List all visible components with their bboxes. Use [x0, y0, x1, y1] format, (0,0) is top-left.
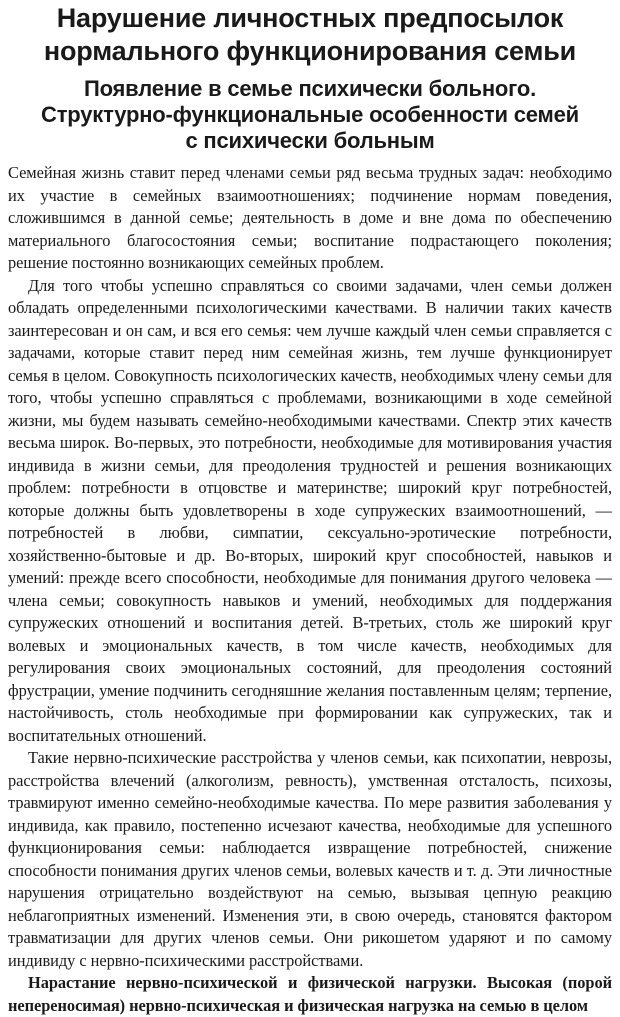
paragraph-1: Семейная жизнь ставит перед членами семьи ряд весьма трудных задач: необходимо их участие в семейных взаимоотношениях; подчинение нормам поведения, сложившимся в данной семье; деятельность в доме и вне дома по обеспечению материального благосостояния семьи; воспитание подрастающего поколения; решение постоянно возникающих семейных проблем.: [8, 163, 612, 272]
section-title-line-3: с психически больным: [185, 128, 435, 153]
paragraph-4-bold-text: Нарастание нервно-психической и физической нагрузки. Высокая (порой непереносимая) нервно-психическая и физическая нагрузка на семью в целом: [8, 973, 612, 1015]
section-title-line-2: Структурно-функциональные особенности семей: [41, 102, 579, 127]
paragraph-2: Для того чтобы успешно справляться со своими задачами, член семьи должен обладать определенными психологическими качествами. В наличии таких качеств заинтересован и он сам, и вся его семья: чем лучше каждый член семьи справляется с задачами, которые ставит перед ним семейная жизнь, тем лучше функционирует семья в целом. Совокупность психологических качеств, необходимых члену семьи для того, чтобы успешно справляться с проблемами, возникающими в ходе семейной жизни, мы будем называть семейно-необходимыми качествами. Спектр этих качеств весьма широк. Во-первых, это потребности, необходимые для мотивирования участия индивида в жизни семьи, для преодоления трудностей и решения возникающих проблем: потребности в отцовстве и материнстве; широкий круг потребностей, которые должны быть удовлетворены в ходе супружеских взаимоотношений, — потребностей в любви, симпатии, сексуально-эротические потребности, хозяйственно-бытовые и др. Во-вторых, широкий круг способностей, навыков и умений: прежде всего способности, необходимые для понимания другого человека — члена семьи; совокупность навыков и умений, необходимых для поддержания супружеских отношений и воспитания детей. В-третьих, столь же широкий круг волевых и эмоциональных качеств, в том числе качеств, необходимых для регулирования своих эмоциональных состояний, для преодоления состояний фрустрации, умение подчинить сегодняшние желания поставленным целям; терпение, настойчивость, столь необходимые при формировании как супружеских, так и воспитательных отношений.: [8, 275, 612, 745]
chapter-title: [8, 2, 612, 68]
section-title-line-1: Появление в семье психически больного.: [83, 76, 536, 101]
paragraph-4: [8, 972, 612, 1017]
paragraph-3: Такие нервно-психические расстройства у членов семьи, как психопатии, неврозы, расстройства влечений (алкоголизм, ревность), умственная отсталость, психозы, травмируют именно семейно-необходимые качества. По мере развития заболевания у индивида, как правило, постепенно исчезают качества, необходимые для успешного функционирования семьи: наблюдается извращение потребностей, снижение способности понимания других членов семьи, волевых качеств и т. д. Эти личностные нарушения отрицательно воздействуют на семью, вызывая цепную реакцию неблагоприятных изменений. Изменения эти, в свою очередь, становятся фактором травматизации для других членов семьи. Они рикошетом ударяют и по самому индивиду с нервно-психическими расстройствами.: [8, 748, 612, 970]
chapter-title-line-1: Нарушение личностных предпосылок: [56, 3, 564, 33]
chapter-title-line-2: нормального функционирования семьи: [43, 36, 577, 66]
section-title: [8, 76, 612, 154]
body-text: [8, 162, 612, 1017]
